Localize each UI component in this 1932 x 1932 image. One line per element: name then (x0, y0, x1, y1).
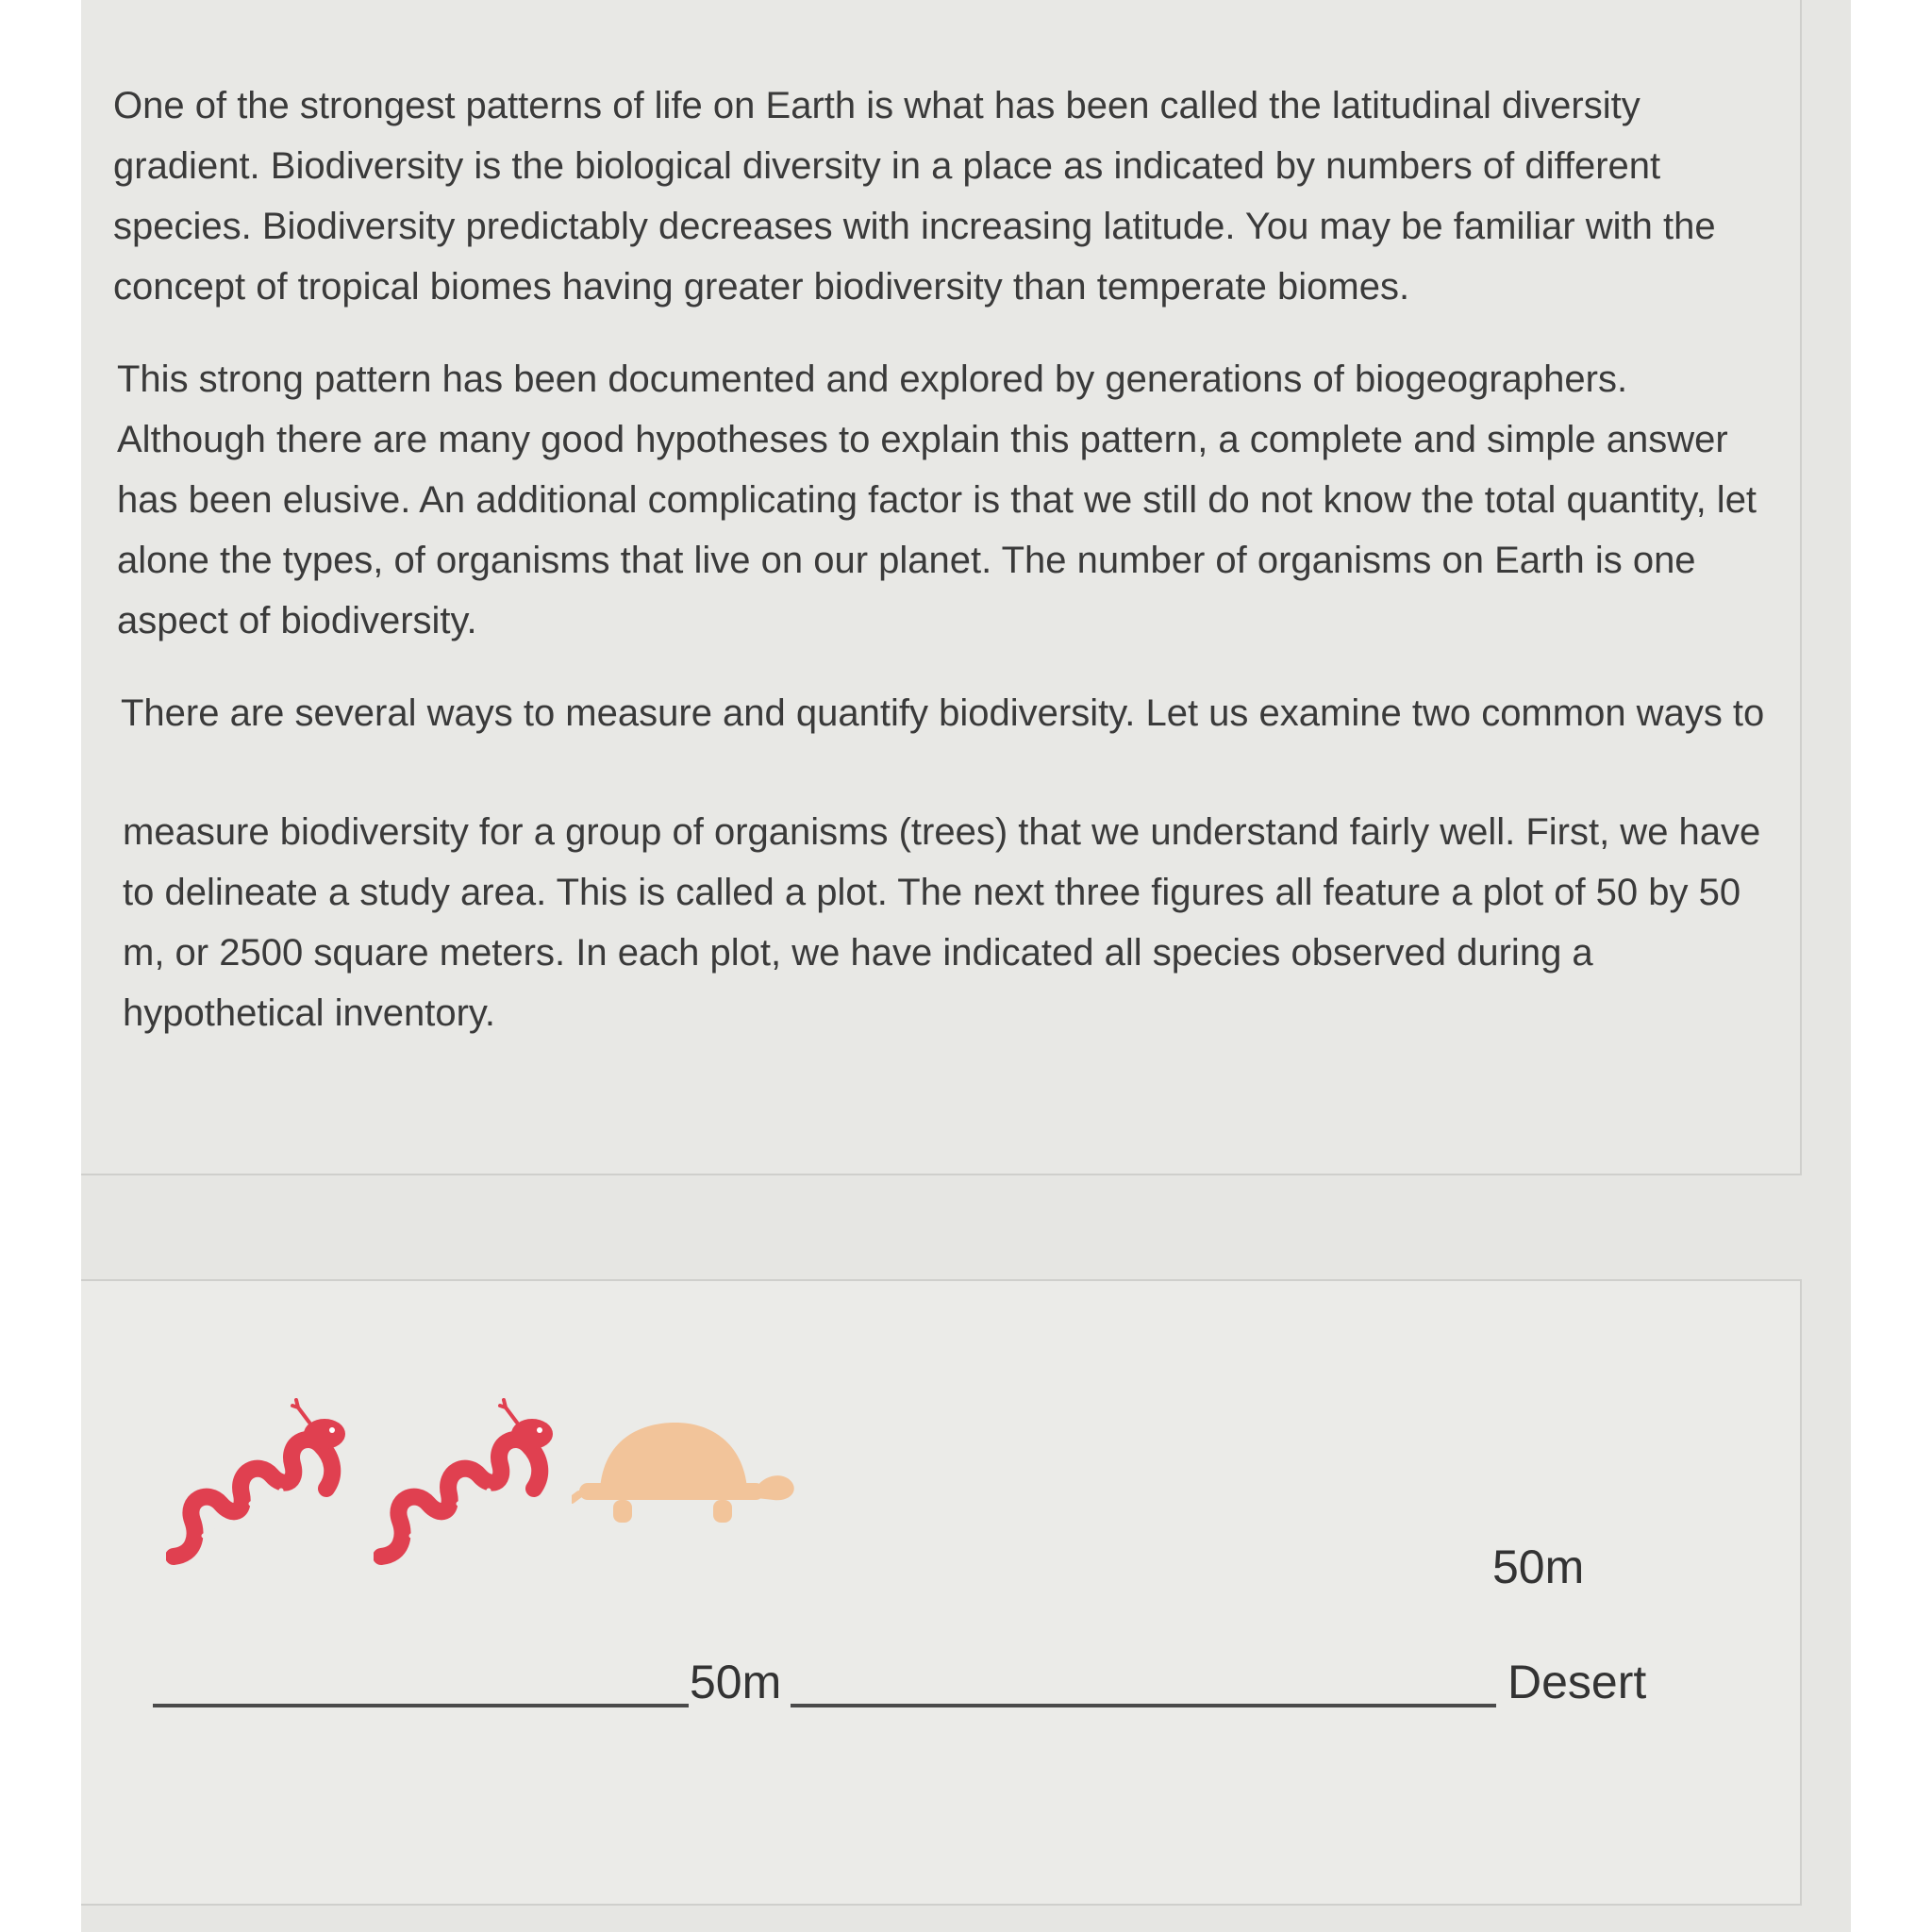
paragraph-measure-plot: measure biodiversity for a group of organisms (trees) that we understand fairly well. First, we have to delineate a study area. This is called a plot. The next three figures all feature a plot of 50 by 50 m, or 2500 square meters. In each plot, we have indicated all species observed during a hypothetical inventory. (123, 811, 1761, 1034)
screen (81, 0, 1851, 1932)
snake-icon (374, 1385, 562, 1583)
desert-plot-figure (81, 1279, 1802, 1906)
biome-label: Desert (1507, 1656, 1647, 1708)
paragraph-latitudinal-gradient: One of the strongest patterns of life on Earth is what has been called the latitudinal diversity gradient. Biodiversity is the biological diversity in a place as indicated by numbers of different species. Biodiversity predictably decreases with increasing latitude. You may be familiar with the concept of tropical biomes having greater biodiversity than temperate biomes. (113, 85, 1716, 308)
plot-bottom-length-label: 50m (690, 1656, 782, 1708)
plot-baseline-right (791, 1704, 1496, 1707)
snake-icon (166, 1385, 355, 1583)
plot-baseline-left (153, 1704, 689, 1707)
plot-side-length-label: 50m (1492, 1541, 1585, 1593)
paragraph-measure-intro: There are several ways to measure and quantify biodiversity. Let us examine two common ways to (121, 692, 1765, 734)
text-panel (81, 0, 1802, 1175)
turtle-icon (572, 1413, 798, 1545)
organism-group (166, 1385, 826, 1602)
paragraph-biogeographers: This strong pattern has been documented and explored by generations of biogeographers. Although there are many good hypotheses to explain this pattern, a complete and simple answer has been elusive. An additional complicating factor is that we still do not know the total quantity, let alone the types, of organisms that live on our planet. The number of organisms on Earth is one aspect of biodiversity. (117, 358, 1757, 641)
